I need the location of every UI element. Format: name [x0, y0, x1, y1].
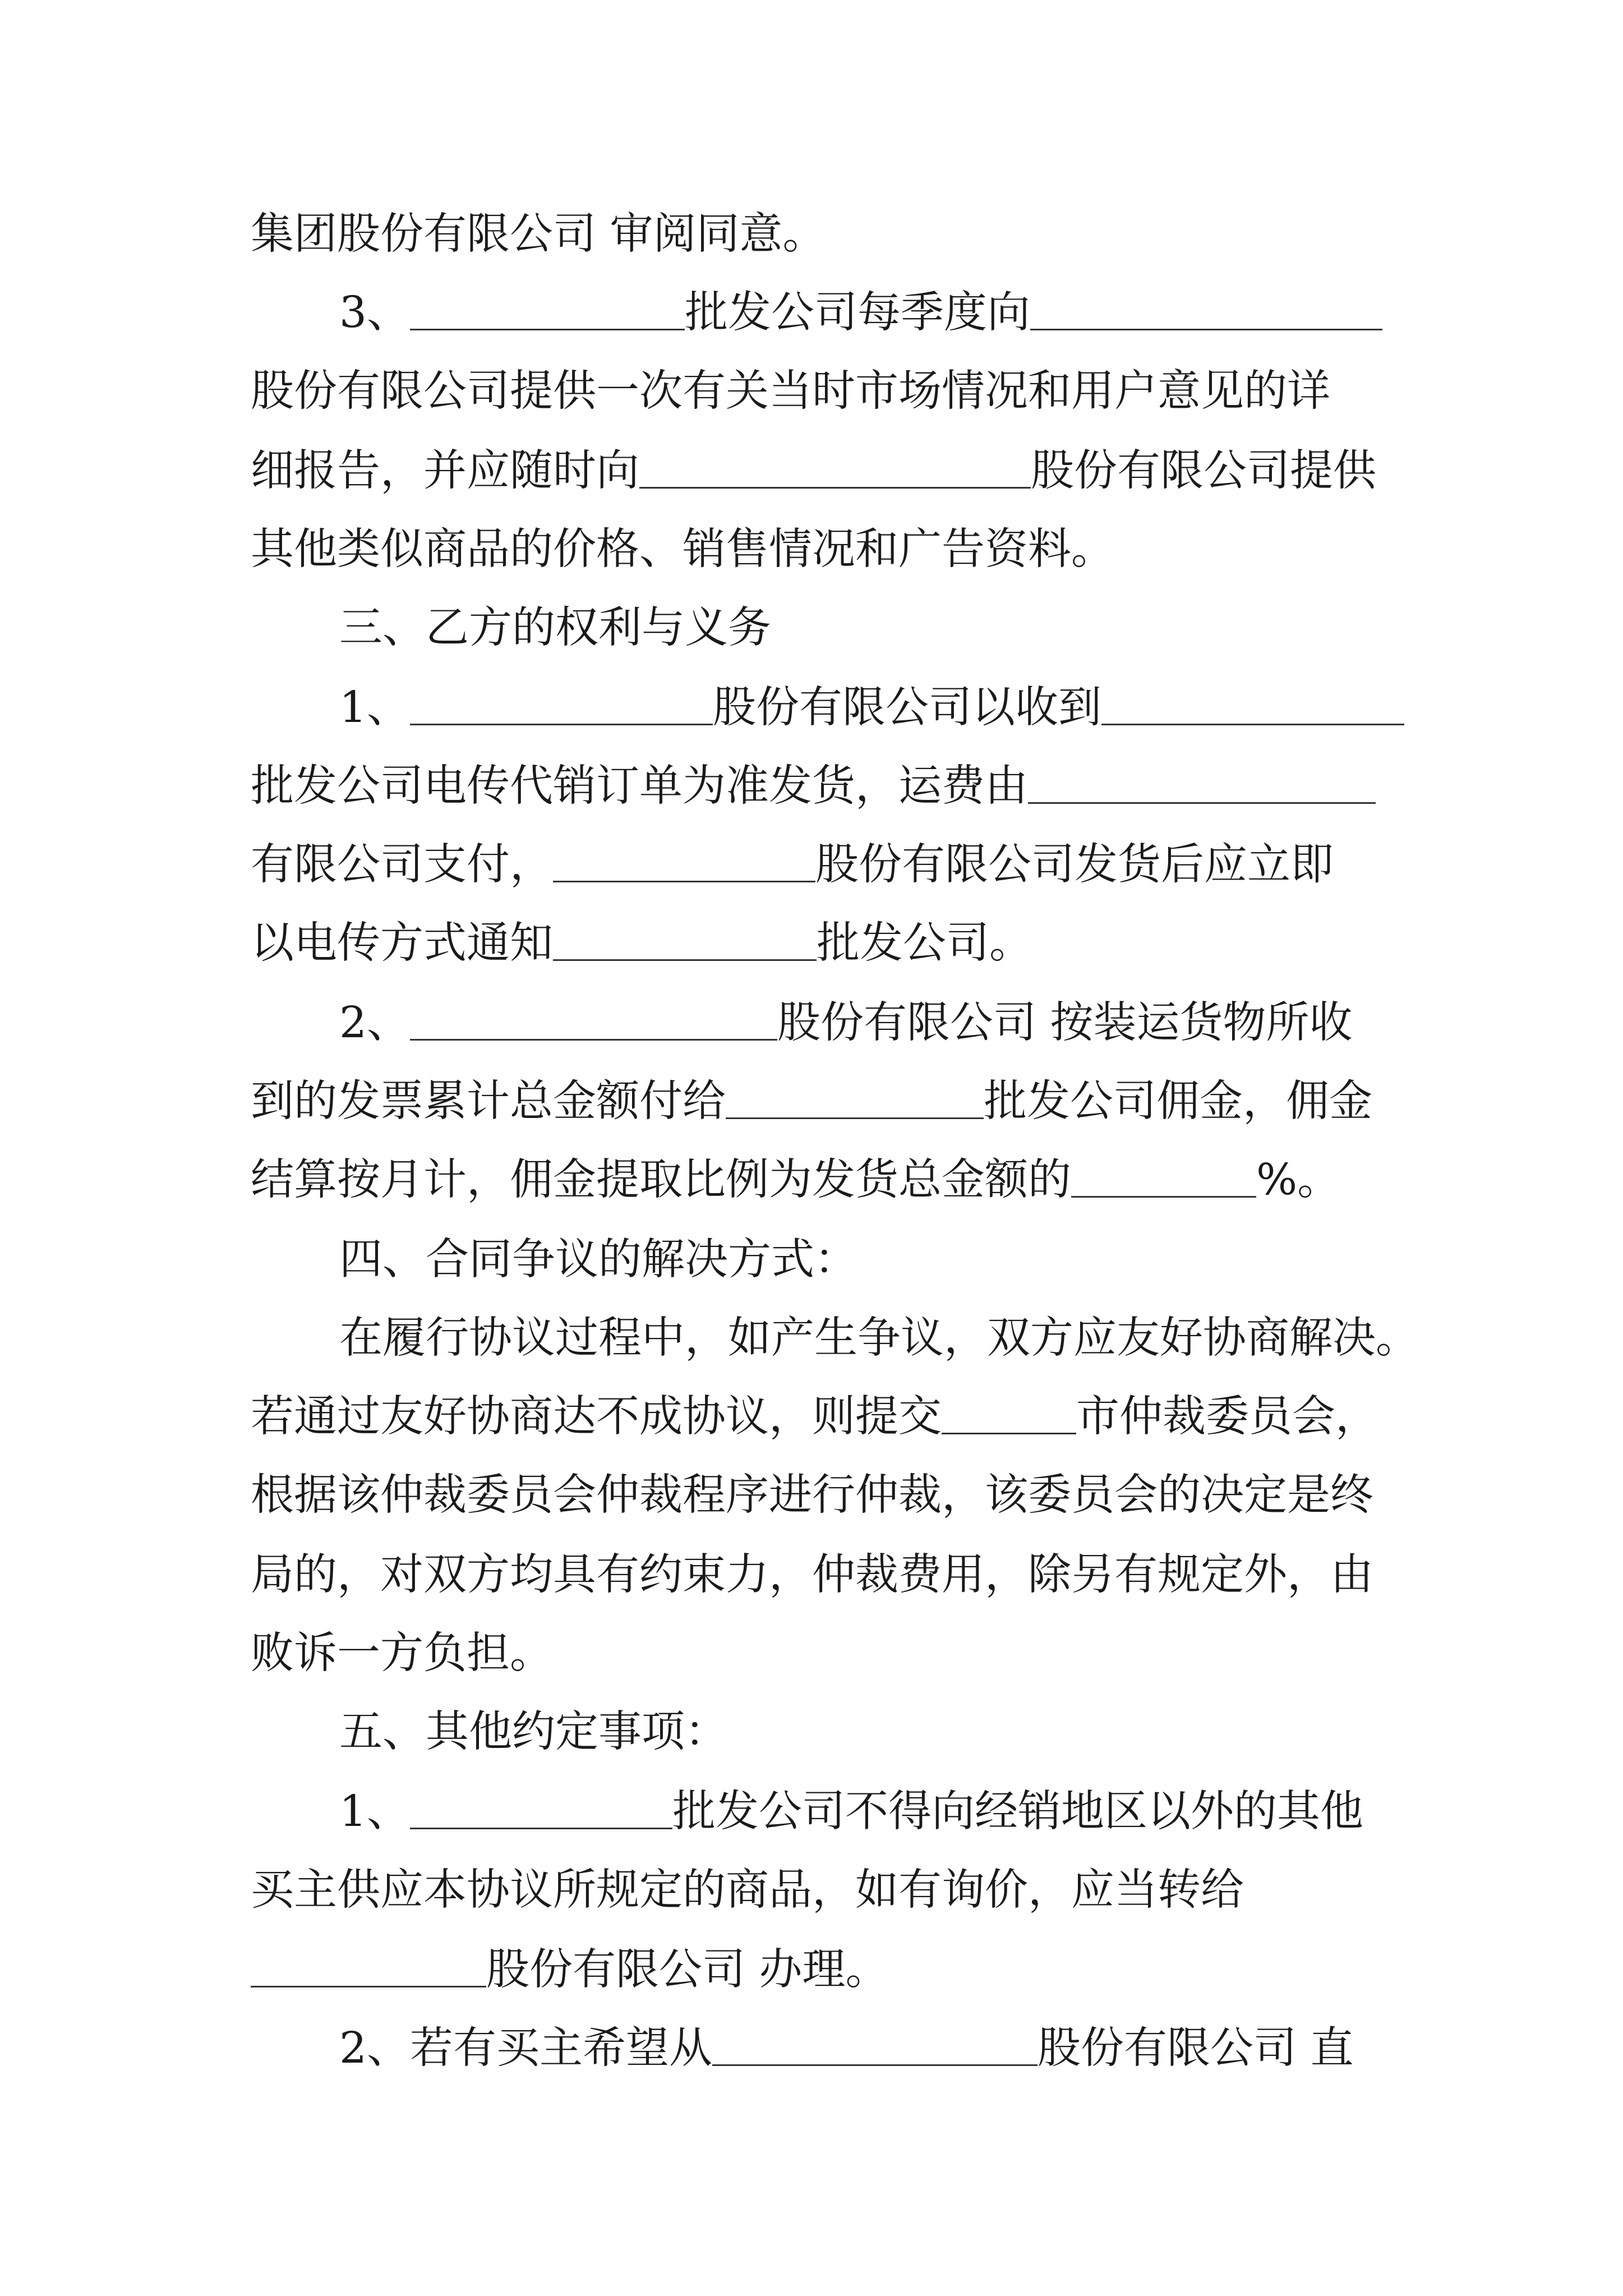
- text-segment: 集团股份有限公司 审阅同意。: [251, 209, 826, 259]
- text-line: [339, 1784, 1378, 1840]
- text-line: [339, 285, 1378, 341]
- text-segment: 股份有限公司 直: [1038, 2023, 1354, 2073]
- text-segment: 根据该仲裁委员会仲裁程序进行仲裁，该委员会的决定是终: [251, 1470, 1373, 1520]
- fill-in-blank[interactable]: [726, 1078, 984, 1119]
- text-line: [251, 1152, 1378, 1208]
- fill-in-blank[interactable]: [1028, 763, 1376, 804]
- text-line: [251, 206, 1378, 263]
- text-segment: 2、: [339, 998, 410, 1048]
- text-segment: 局的，对双方均具有约束力，仲裁费用，除另有规定外，由: [251, 1550, 1373, 1600]
- section-heading: [339, 1704, 1378, 1760]
- text-line: [339, 1310, 1419, 1366]
- text-segment: 三、乙方的权利与义务: [339, 603, 771, 653]
- text-segment: 细报告，并应随时向: [251, 446, 639, 496]
- text-segment: 败诉一方负担。: [251, 1628, 553, 1678]
- text-segment: 1、: [339, 683, 410, 733]
- text-segment: 在履行协议过程中，如产生争议，双方应友好协商解决。: [339, 1313, 1419, 1363]
- text-segment: 股份有限公司 按装运货物所收: [777, 998, 1353, 1048]
- text-line: [251, 443, 1378, 499]
- text-segment: 股份有限公司发货后应立即: [815, 840, 1334, 890]
- text-line: [251, 1074, 1378, 1130]
- text-line: [251, 1467, 1378, 1524]
- text-segment: 批发公司不得向经销地区以外的其他: [672, 1787, 1363, 1837]
- text-line: [251, 915, 1378, 972]
- text-segment: 批发公司每季度向: [685, 288, 1030, 338]
- text-line: [251, 1547, 1378, 1603]
- text-segment: 批发公司。: [817, 918, 1032, 968]
- text-segment: 批发公司佣金，佣金: [984, 1076, 1372, 1126]
- text-segment: 四、合同争议的解决方式：: [339, 1235, 857, 1285]
- text-line: [251, 837, 1378, 893]
- fill-in-blank[interactable]: [1071, 1157, 1256, 1198]
- fill-in-blank[interactable]: [410, 1788, 672, 1829]
- text-segment: 结算按月计，佣金提取比例为发货总金额的: [251, 1155, 1071, 1205]
- fill-in-blank[interactable]: [712, 2025, 1038, 2066]
- fill-in-blank[interactable]: [410, 1000, 777, 1041]
- text-line: [251, 1942, 1378, 1998]
- text-segment: 股份有限公司提供: [1031, 446, 1376, 496]
- text-segment: %。: [1256, 1155, 1341, 1205]
- fill-in-blank[interactable]: [553, 841, 815, 882]
- text-segment: 2、若有买主希望从: [339, 2023, 712, 2073]
- text-segment: 买主供应本协议所规定的商品，如有询价，应当转给: [251, 1865, 1244, 1915]
- text-line: [251, 364, 1378, 420]
- fill-in-blank[interactable]: [410, 289, 685, 330]
- text-segment: 以电传方式通知: [251, 918, 553, 968]
- text-segment: 到的发票累计总金额付给: [251, 1076, 726, 1126]
- section-heading: [339, 1232, 1378, 1288]
- fill-in-blank[interactable]: [1101, 684, 1404, 725]
- text-line: [251, 1862, 1378, 1918]
- text-segment: 股份有限公司 办理。: [486, 1945, 889, 1995]
- fill-in-blank[interactable]: [942, 1393, 1076, 1434]
- fill-in-blank[interactable]: [410, 684, 713, 725]
- text-segment: 1、: [339, 1787, 410, 1837]
- text-segment: 3、: [339, 288, 410, 338]
- text-segment: 股份有限公司提供一次有关当时市场情况和用户意见的详: [251, 366, 1330, 416]
- text-line: [339, 995, 1378, 1051]
- text-line: [251, 522, 1378, 578]
- text-line: [251, 1626, 1378, 1682]
- section-heading: [339, 600, 1378, 656]
- text-segment: 有限公司支付，: [251, 840, 553, 890]
- text-segment: 股份有限公司以收到: [713, 683, 1101, 733]
- text-segment: 五、其他约定事项：: [339, 1707, 728, 1757]
- fill-in-blank[interactable]: [251, 1947, 486, 1987]
- text-segment: 其他类似商品的价格、销售情况和广告资料。: [251, 524, 1114, 574]
- fill-in-blank[interactable]: [639, 448, 1031, 489]
- text-line: [251, 758, 1378, 815]
- fill-in-blank[interactable]: [553, 920, 817, 961]
- text-line: [339, 2021, 1378, 2077]
- text-line: [251, 1389, 1378, 1445]
- text-segment: 批发公司电传代销订单为准发货，运费由: [251, 761, 1028, 811]
- text-segment: 若通过友好协商达不成协议，则提交: [251, 1392, 942, 1442]
- text-line: [339, 680, 1378, 736]
- text-segment: 市仲裁委员会，: [1076, 1392, 1378, 1442]
- fill-in-blank[interactable]: [1030, 289, 1382, 330]
